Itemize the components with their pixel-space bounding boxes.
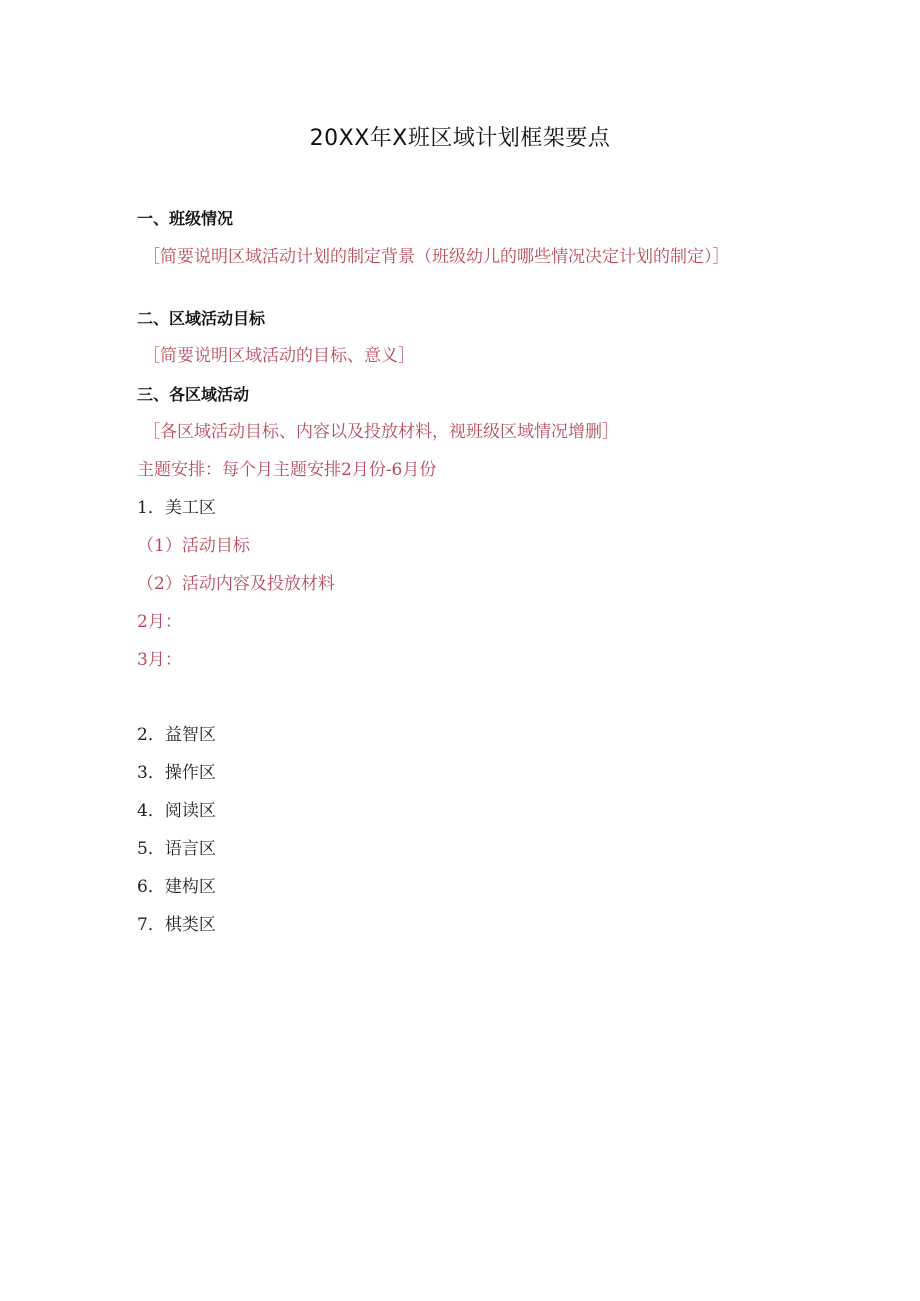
section-note-area-activities: ［各区域活动目标、内容以及投放材料，视班级区域情况增删］ (143, 422, 619, 442)
area-item-language: 5．语言区 (137, 839, 216, 859)
section-heading-area-activities: 三、各区域活动 (137, 385, 250, 404)
area-art-goal: （1）活动目标 (137, 536, 250, 556)
area-item-reading: 4．阅读区 (137, 801, 216, 821)
area-art-feb: 2月： (137, 612, 182, 632)
section-heading-class-situation: 一、班级情况 (137, 209, 234, 228)
section-heading-area-goals: 二、区域活动目标 (137, 309, 266, 328)
area-item-chess: 7．棋类区 (137, 915, 216, 935)
area-art-mar: 3月： (137, 650, 182, 670)
area-item-operation: 3．操作区 (137, 763, 216, 783)
theme-schedule: 主题安排：每个月主题安排2月份-6月份 (137, 460, 437, 480)
area-item-construction: 6．建构区 (137, 877, 216, 897)
area-item-puzzle: 2．益智区 (137, 725, 216, 745)
section-note-area-goals: ［简要说明区域活动的目标、意义］ (143, 346, 415, 366)
area-art-content: （2）活动内容及投放材料 (137, 574, 335, 594)
document-title: 20XX年X班区域计划框架要点 (309, 126, 611, 151)
section-note-class-situation: ［简要说明区域活动计划的制定背景（班级幼儿的哪些情况决定计划的制定）］ (143, 247, 730, 267)
area-item-art: 1．美工区 (137, 498, 216, 518)
